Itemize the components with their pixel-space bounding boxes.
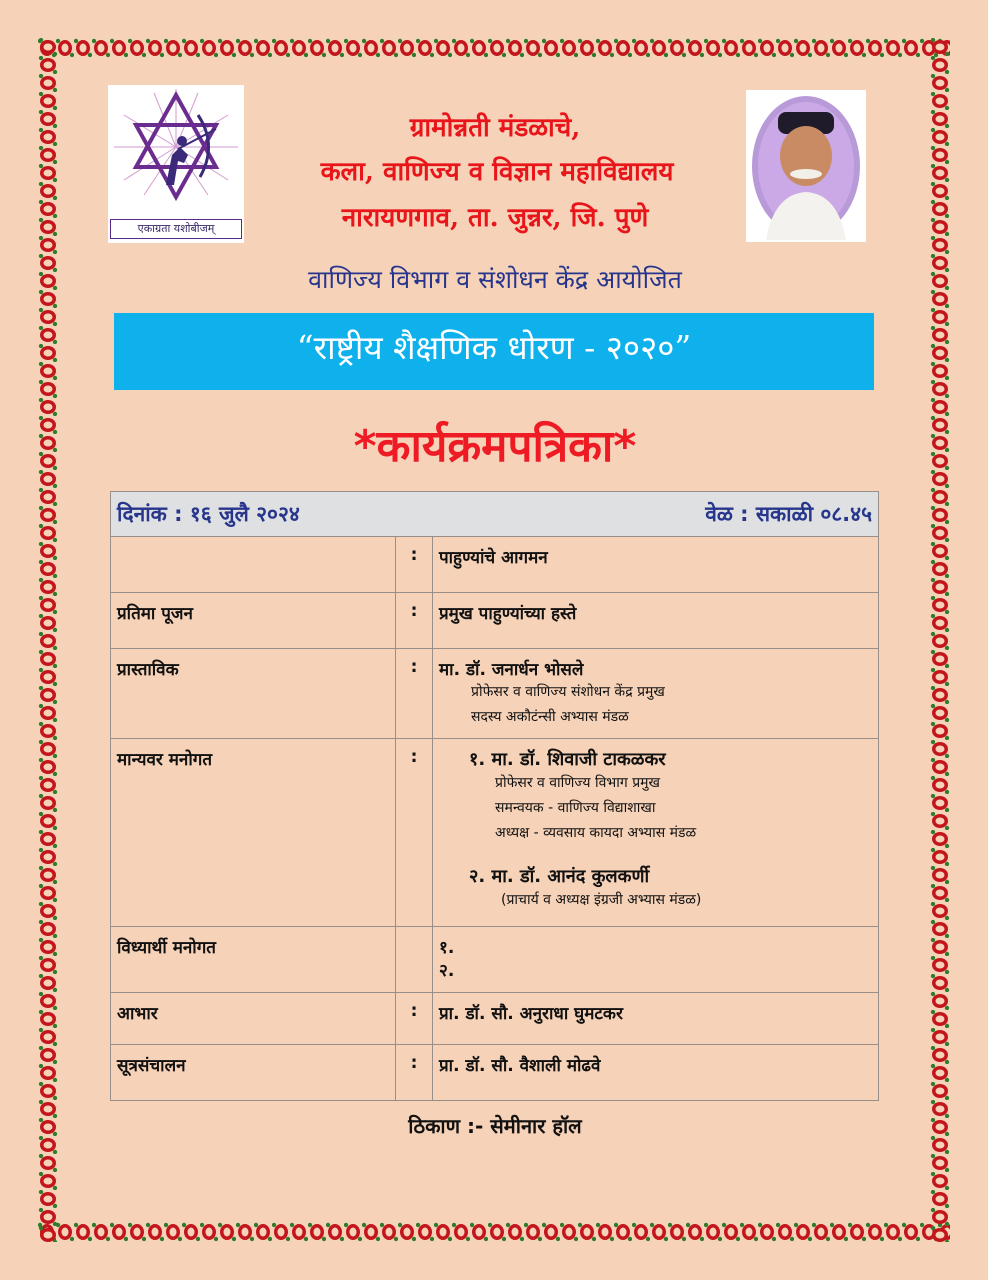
flower-border-right xyxy=(930,38,950,1242)
value-cell xyxy=(433,649,879,739)
speaker-name: मा. डॉ. जनार्धन भोसले xyxy=(439,660,584,680)
student-slot: २. xyxy=(439,961,455,981)
item-cell: प्रास्ताविक xyxy=(111,649,396,739)
student-slot: १. xyxy=(439,938,455,958)
college-address: नारायणगाव, ता. जुन्नर, जि. पुणे xyxy=(341,203,649,233)
speaker-designation: समन्वयक - वाणिज्य विद्याशाखा xyxy=(495,800,656,816)
speaker-designation: अध्यक्ष - व्यवसाय कायदा अभ्यास मंडळ xyxy=(495,825,697,841)
college-logo xyxy=(108,85,244,243)
item-cell: आभार xyxy=(111,993,396,1045)
separator-cell: : xyxy=(396,739,433,927)
separator-cell: : xyxy=(396,537,433,593)
table-row xyxy=(111,1045,879,1101)
table-row xyxy=(111,649,879,739)
table-row xyxy=(111,927,879,993)
organization-name: ग्रामोन्नती मंडळाचे, xyxy=(409,113,581,143)
item-cell: विध्यार्थी मनोगत xyxy=(111,927,396,993)
event-title-banner xyxy=(114,313,874,390)
table-row xyxy=(111,593,879,649)
speaker-designation: (प्राचार्य व अध्यक्ष इंग्रजी अभ्यास मंडळ) xyxy=(501,892,702,908)
event-time: वेळ : सकाळी ०८.४५ xyxy=(705,502,872,526)
separator-cell: : xyxy=(396,649,433,739)
separator-cell xyxy=(396,927,433,993)
item-cell xyxy=(111,537,396,593)
flower-border-bottom xyxy=(38,1222,950,1242)
table-row xyxy=(111,739,879,927)
organizer-line: वाणिज्य विभाग व संशोधन केंद्र आयोजित xyxy=(308,265,682,294)
speaker-name: २. मा. डॉ. आनंद कुलकर्णी xyxy=(469,866,650,887)
separator-cell: : xyxy=(396,1045,433,1101)
value-cell: प्रा. डॉ. सौ. वैशाली मोढवे xyxy=(433,1045,879,1101)
logo-motto: एकाग्रता यशोबीजम् xyxy=(110,219,242,239)
value-cell: प्रा. डॉ. सौ. अनुराधा घुमटकर xyxy=(433,993,879,1045)
speaker-name: १. मा. डॉ. शिवाजी टाकळकर xyxy=(469,749,666,770)
value-cell xyxy=(433,927,879,993)
date-time-row xyxy=(111,492,879,537)
item-cell: सूत्रसंचालन xyxy=(111,1045,396,1101)
table-row xyxy=(111,993,879,1045)
value-cell: पाहुण्यांचे आगमन xyxy=(433,537,879,593)
separator-cell: : xyxy=(396,993,433,1045)
speaker-designation: प्रोफेसर व वाणिज्य विभाग प्रमुख xyxy=(495,775,660,791)
event-title: “राष्ट्रीय शैक्षणिक धोरण - २०२०” xyxy=(296,328,692,367)
value-cell xyxy=(433,739,879,927)
schedule-table xyxy=(110,491,879,1101)
item-cell: प्रतिमा पूजन xyxy=(111,593,396,649)
venue: ठिकाण :- सेमीनार हॉल xyxy=(408,1114,582,1138)
flower-border-top xyxy=(38,38,950,58)
speaker-designation: सदस्य अकौटंन्सी अभ्यास मंडळ xyxy=(471,709,629,725)
table-row xyxy=(111,537,879,593)
college-name: कला, वाणिज्य व विज्ञान महाविद्यालय xyxy=(320,157,674,187)
item-cell: मान्यवर मनोगत xyxy=(111,739,396,927)
event-date: दिनांक : १६ जुलै २०२४ xyxy=(117,502,300,526)
flower-border-left xyxy=(38,38,58,1242)
speaker-designation: प्रोफेसर व वाणिज्य संशोधन केंद्र प्रमुख xyxy=(471,684,665,700)
founder-portrait xyxy=(746,90,866,242)
separator-cell: : xyxy=(396,593,433,649)
value-cell: प्रमुख पाहुण्यांच्या हस्ते xyxy=(433,593,879,649)
program-title: *कार्यक्रमपत्रिका* xyxy=(353,421,637,472)
archer-emblem-icon xyxy=(108,85,244,225)
